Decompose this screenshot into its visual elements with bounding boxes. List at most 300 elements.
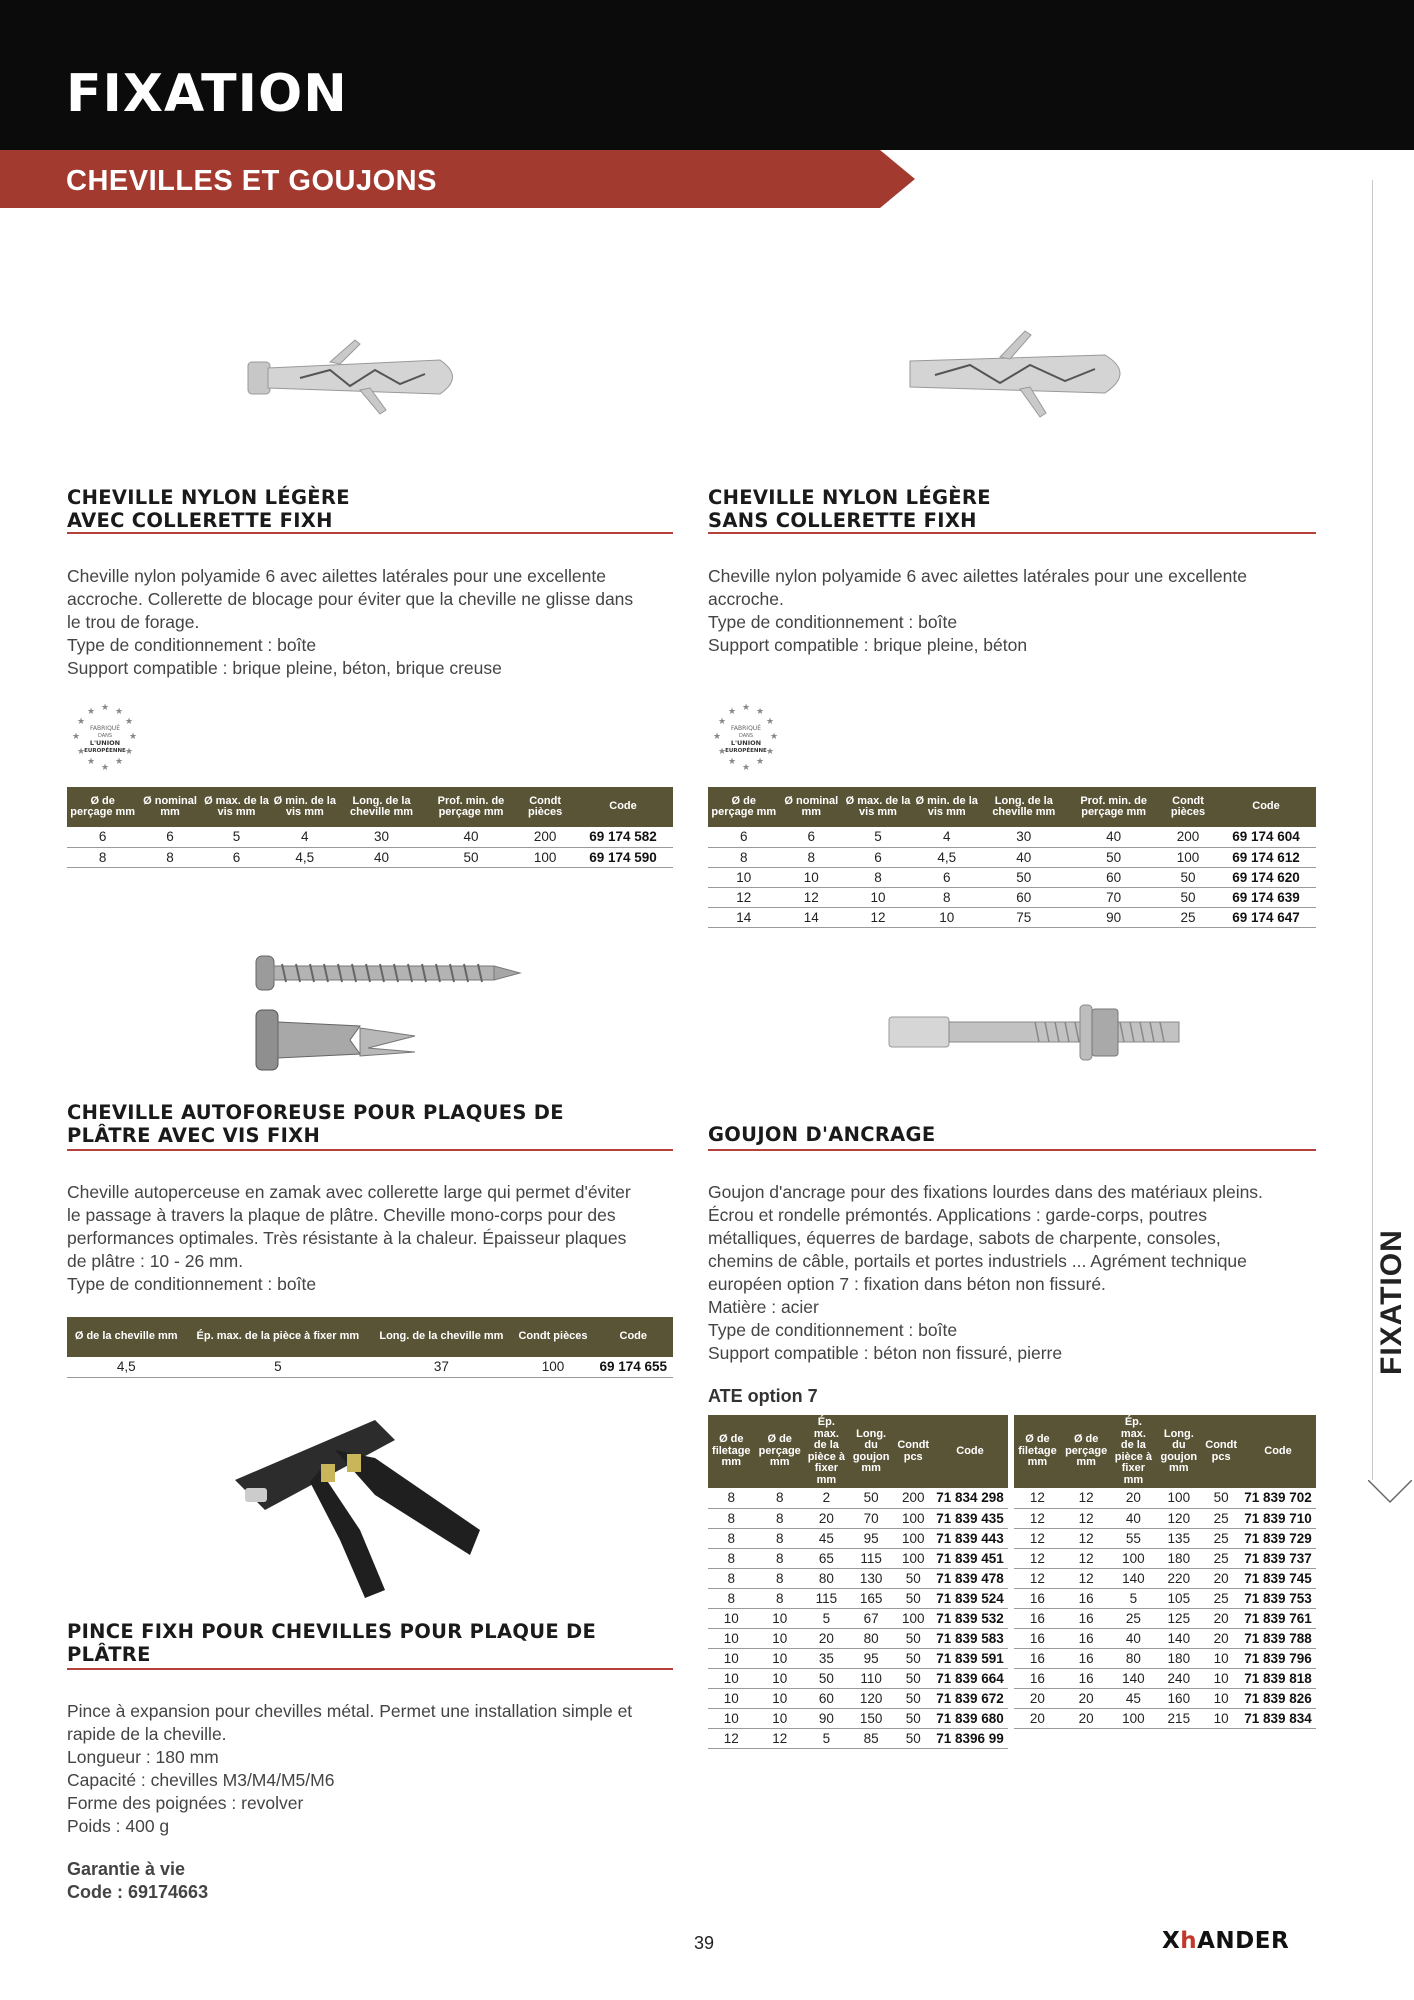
product-title-cheville-autoforeuse bbox=[67, 1101, 564, 1147]
col-header: Ø de perçage mm bbox=[67, 787, 138, 827]
cell: 40 bbox=[1111, 1628, 1155, 1648]
svg-text:★: ★ bbox=[766, 747, 775, 757]
table-row bbox=[67, 847, 673, 867]
cell: 8 bbox=[708, 1508, 755, 1528]
svg-text:★: ★ bbox=[713, 732, 722, 742]
cell: 115 bbox=[805, 1588, 848, 1608]
spec-table-p2 bbox=[708, 787, 1316, 928]
table-row bbox=[708, 1548, 1008, 1568]
cell-code: 69 174 639 bbox=[1216, 887, 1316, 907]
cell: 8 bbox=[708, 847, 780, 867]
cell: 12 bbox=[708, 887, 780, 907]
svg-text:★: ★ bbox=[728, 707, 737, 717]
desc-line: accroche. bbox=[708, 589, 784, 609]
cell: 50 bbox=[894, 1648, 932, 1668]
product-title-cheville-sans-collerette bbox=[708, 486, 991, 532]
cell: 12 bbox=[1014, 1528, 1061, 1548]
page-number: 39 bbox=[694, 1933, 715, 1953]
cell: 16 bbox=[1014, 1648, 1061, 1668]
cell: 10 bbox=[913, 907, 980, 927]
svg-text:EUROPÉENNE: EUROPÉENNE bbox=[725, 748, 767, 754]
cell: 135 bbox=[1155, 1528, 1202, 1548]
cell: 8 bbox=[708, 1528, 755, 1548]
desc-line: Cheville nylon polyamide 6 avec ailettes latérales pour une excellente bbox=[708, 566, 1247, 586]
cell: 200 bbox=[1160, 827, 1216, 847]
cell-code: 71 839 761 bbox=[1240, 1608, 1316, 1628]
cell: 70 bbox=[848, 1508, 895, 1528]
self-drilling-anchor-image bbox=[250, 950, 530, 1085]
cell-code: 71 839 788 bbox=[1240, 1628, 1316, 1648]
cell: 8 bbox=[780, 847, 843, 867]
cell: 215 bbox=[1155, 1708, 1202, 1728]
table-row bbox=[708, 1708, 1008, 1728]
cell-code: 71 839 818 bbox=[1240, 1668, 1316, 1688]
cell: 10 bbox=[708, 1648, 755, 1668]
svg-text:★: ★ bbox=[87, 757, 96, 767]
cell: 180 bbox=[1155, 1648, 1202, 1668]
cell: 12 bbox=[780, 887, 843, 907]
product-description bbox=[67, 1700, 677, 1838]
cell: 10 bbox=[1202, 1708, 1240, 1728]
cell: 50 bbox=[980, 867, 1067, 887]
anchor-bolt-image bbox=[885, 995, 1185, 1070]
cell: 25 bbox=[1111, 1608, 1155, 1628]
table-row bbox=[1014, 1508, 1316, 1528]
cell: 140 bbox=[1111, 1568, 1155, 1588]
table-row bbox=[1014, 1528, 1316, 1548]
cell: 10 bbox=[755, 1648, 805, 1668]
cell: 110 bbox=[848, 1668, 895, 1688]
title-rule bbox=[67, 1149, 673, 1151]
col-header: Long. du goujon mm bbox=[848, 1415, 895, 1488]
title-line: PLÂTRE AVEC VIS FIXH bbox=[67, 1124, 321, 1147]
col-header: Prof. min. de perçage mm bbox=[1067, 787, 1160, 827]
table-row bbox=[1014, 1488, 1316, 1508]
desc-line: Goujon d'ancrage pour des fixations lourdes dans des matériaux pleins. bbox=[708, 1182, 1263, 1202]
nylon-plug-collar-image bbox=[240, 330, 480, 425]
cell-code: 71 839 753 bbox=[1240, 1588, 1316, 1608]
cell-code: 71 839 826 bbox=[1240, 1688, 1316, 1708]
desc-line: Support compatible : béton non fissuré, pierre bbox=[708, 1343, 1063, 1363]
table-row bbox=[708, 1588, 1008, 1608]
spec-table-p4-right bbox=[1014, 1415, 1316, 1729]
cell-code: 71 839 729 bbox=[1240, 1528, 1316, 1548]
cell: 10 bbox=[780, 867, 843, 887]
table-row bbox=[1014, 1568, 1316, 1588]
table-row bbox=[708, 907, 1316, 927]
title-line: PINCE FIXH POUR CHEVILLES POUR PLAQUE DE bbox=[67, 1620, 597, 1643]
table-row bbox=[1014, 1708, 1316, 1728]
col-header: Ø min. de la vis mm bbox=[271, 787, 338, 827]
col-header: Condt pièces bbox=[1160, 787, 1216, 827]
nylon-plug-image bbox=[890, 325, 1150, 425]
svg-text:★: ★ bbox=[115, 707, 124, 717]
desc-line: Support compatible : brique pleine, béton, brique creuse bbox=[67, 658, 502, 678]
table-row bbox=[708, 1488, 1008, 1508]
table-row bbox=[708, 1688, 1008, 1708]
cell-code: 71 839 443 bbox=[932, 1528, 1008, 1548]
col-header: Ø de perçage mm bbox=[755, 1415, 805, 1488]
cell: 70 bbox=[1067, 887, 1160, 907]
svg-text:★: ★ bbox=[718, 717, 727, 727]
cell: 10 bbox=[1202, 1648, 1240, 1668]
cell: 37 bbox=[370, 1357, 512, 1377]
cell: 8 bbox=[755, 1568, 805, 1588]
expansion-pliers-image bbox=[225, 1410, 490, 1605]
table-row bbox=[67, 827, 673, 847]
cell: 160 bbox=[1155, 1688, 1202, 1708]
cell-code: 71 839 591 bbox=[932, 1648, 1008, 1668]
cell: 80 bbox=[805, 1568, 848, 1588]
cell: 100 bbox=[1160, 847, 1216, 867]
cell: 25 bbox=[1202, 1588, 1240, 1608]
col-header: Ø de perçage mm bbox=[708, 787, 780, 827]
cell: 60 bbox=[805, 1688, 848, 1708]
brand-logo bbox=[1162, 1928, 1289, 1954]
col-header: Long. de la cheville mm bbox=[370, 1317, 512, 1357]
product-title-pince-fixh bbox=[67, 1620, 596, 1666]
cell: 100 bbox=[1111, 1708, 1155, 1728]
cell: 240 bbox=[1155, 1668, 1202, 1688]
cell: 10 bbox=[1202, 1688, 1240, 1708]
cell: 14 bbox=[708, 907, 780, 927]
cell: 100 bbox=[894, 1548, 932, 1568]
cell: 180 bbox=[1155, 1548, 1202, 1568]
cell-code: 69 174 604 bbox=[1216, 827, 1316, 847]
desc-line: Support compatible : brique pleine, béton bbox=[708, 635, 1028, 655]
cell: 12 bbox=[1014, 1488, 1061, 1508]
desc-line: Poids : 400 g bbox=[67, 1816, 170, 1836]
cell: 8 bbox=[708, 1488, 755, 1508]
cell: 5 bbox=[843, 827, 913, 847]
cell: 4,5 bbox=[67, 1357, 185, 1377]
cell: 115 bbox=[848, 1548, 895, 1568]
cell: 6 bbox=[913, 867, 980, 887]
cell: 12 bbox=[1014, 1568, 1061, 1588]
cell: 20 bbox=[1111, 1488, 1155, 1508]
desc-line: accroche. Collerette de blocage pour éviter que la cheville ne glisse dans bbox=[67, 589, 634, 609]
cell: 55 bbox=[1111, 1528, 1155, 1548]
product-description bbox=[67, 1181, 677, 1296]
cell: 10 bbox=[1202, 1668, 1240, 1688]
cell: 60 bbox=[1067, 867, 1160, 887]
cell: 4,5 bbox=[913, 847, 980, 867]
cell: 16 bbox=[1061, 1648, 1112, 1668]
brand-suffix: ANDER bbox=[1197, 1928, 1290, 1954]
cell: 4 bbox=[271, 827, 338, 847]
cell: 50 bbox=[1160, 887, 1216, 907]
svg-text:★: ★ bbox=[77, 747, 86, 757]
brand-accent: h bbox=[1180, 1928, 1198, 1954]
table-row bbox=[708, 1628, 1008, 1648]
cell: 50 bbox=[894, 1688, 932, 1708]
cell: 5 bbox=[805, 1608, 848, 1628]
svg-text:★: ★ bbox=[101, 703, 110, 713]
cell: 140 bbox=[1155, 1628, 1202, 1648]
cell: 50 bbox=[894, 1628, 932, 1648]
cell: 100 bbox=[512, 1357, 593, 1377]
col-header: Long. du goujon mm bbox=[1155, 1415, 1202, 1488]
cell: 8 bbox=[755, 1548, 805, 1568]
cell: 10 bbox=[755, 1628, 805, 1648]
cell: 50 bbox=[805, 1668, 848, 1688]
cell-code: 71 8396 99 bbox=[932, 1728, 1008, 1748]
desc-line: Type de conditionnement : boîte bbox=[67, 635, 317, 655]
cell: 8 bbox=[755, 1488, 805, 1508]
cell: 12 bbox=[1014, 1508, 1061, 1528]
table-row bbox=[708, 887, 1316, 907]
cell: 6 bbox=[138, 827, 201, 847]
title-rule bbox=[708, 532, 1316, 534]
col-header: Ø de filetage mm bbox=[708, 1415, 755, 1488]
table-row bbox=[708, 867, 1316, 887]
cell: 100 bbox=[1111, 1548, 1155, 1568]
cell-code: 71 839 745 bbox=[1240, 1568, 1316, 1588]
desc-line: le passage à travers la plaque de plâtre. Cheville mono-corps pour des bbox=[67, 1205, 616, 1225]
spec-table-p3 bbox=[67, 1317, 673, 1378]
cell: 40 bbox=[425, 827, 518, 847]
cell: 10 bbox=[755, 1688, 805, 1708]
cell: 50 bbox=[1202, 1488, 1240, 1508]
cell: 200 bbox=[517, 827, 573, 847]
cell: 65 bbox=[805, 1548, 848, 1568]
cell: 5 bbox=[202, 827, 272, 847]
cell: 50 bbox=[848, 1488, 895, 1508]
cell: 40 bbox=[1111, 1508, 1155, 1528]
cell: 8 bbox=[708, 1588, 755, 1608]
cell: 5 bbox=[1111, 1588, 1155, 1608]
cell: 140 bbox=[1111, 1668, 1155, 1688]
cell: 12 bbox=[1014, 1548, 1061, 1568]
svg-text:★: ★ bbox=[87, 707, 96, 717]
svg-text:★: ★ bbox=[125, 717, 134, 727]
cell-code: 71 839 834 bbox=[1240, 1708, 1316, 1728]
cell: 16 bbox=[1061, 1668, 1112, 1688]
cell: 60 bbox=[980, 887, 1067, 907]
col-header: Code bbox=[573, 787, 673, 827]
cell: 12 bbox=[1061, 1488, 1112, 1508]
cell-code: 69 174 647 bbox=[1216, 907, 1316, 927]
cell-code: 69 174 590 bbox=[573, 847, 673, 867]
cell: 6 bbox=[202, 847, 272, 867]
cell: 20 bbox=[1014, 1688, 1061, 1708]
table-row bbox=[708, 1648, 1008, 1668]
svg-text:★: ★ bbox=[770, 732, 779, 742]
cell: 10 bbox=[755, 1708, 805, 1728]
cell: 30 bbox=[338, 827, 424, 847]
svg-text:★: ★ bbox=[101, 763, 110, 773]
product-title-cheville-avec-collerette bbox=[67, 486, 350, 532]
table-row bbox=[1014, 1628, 1316, 1648]
cell: 25 bbox=[1202, 1548, 1240, 1568]
cell: 14 bbox=[780, 907, 843, 927]
desc-line: Type de conditionnement : boîte bbox=[708, 612, 958, 632]
ate-option-label: ATE option 7 bbox=[708, 1386, 818, 1406]
cell: 35 bbox=[805, 1648, 848, 1668]
cell: 120 bbox=[1155, 1508, 1202, 1528]
cell: 8 bbox=[755, 1508, 805, 1528]
cell: 6 bbox=[708, 827, 780, 847]
cell-code: 71 839 672 bbox=[932, 1688, 1008, 1708]
title-line: CHEVILLE AUTOFOREUSE POUR PLAQUES DE bbox=[67, 1101, 564, 1124]
product-description bbox=[708, 565, 1318, 657]
cell: 150 bbox=[848, 1708, 895, 1728]
cell: 40 bbox=[1067, 827, 1160, 847]
col-header: Ø de filetage mm bbox=[1014, 1415, 1061, 1488]
col-header: Prof. min. de perçage mm bbox=[425, 787, 518, 827]
cell: 20 bbox=[1061, 1708, 1112, 1728]
cell: 10 bbox=[708, 867, 780, 887]
col-header: Ø max. de la vis mm bbox=[843, 787, 913, 827]
col-header: Condt pièces bbox=[517, 787, 573, 827]
svg-text:FABRIQUÉ: FABRIQUÉ bbox=[90, 725, 120, 732]
cell: 100 bbox=[894, 1528, 932, 1548]
desc-line: Forme des poignées : revolver bbox=[67, 1793, 304, 1813]
col-header: Condt pcs bbox=[1202, 1415, 1240, 1488]
brand-prefix: X bbox=[1162, 1928, 1181, 1954]
table-row bbox=[708, 1528, 1008, 1548]
cell: 16 bbox=[1061, 1628, 1112, 1648]
title-line: SANS COLLERETTE FIXH bbox=[708, 509, 977, 532]
svg-text:★: ★ bbox=[718, 747, 727, 757]
desc-line: le trou de forage. bbox=[67, 612, 200, 632]
cell: 25 bbox=[1202, 1508, 1240, 1528]
cell: 90 bbox=[1067, 907, 1160, 927]
cell: 75 bbox=[980, 907, 1067, 927]
cell: 10 bbox=[708, 1608, 755, 1628]
cell: 16 bbox=[1014, 1668, 1061, 1688]
cell-code: 69 174 620 bbox=[1216, 867, 1316, 887]
table-row bbox=[708, 827, 1316, 847]
table-row bbox=[708, 1608, 1008, 1628]
title-line: AVEC COLLERETTE FIXH bbox=[67, 509, 333, 532]
cell: 50 bbox=[894, 1708, 932, 1728]
product-description bbox=[67, 565, 677, 680]
cell: 100 bbox=[1155, 1488, 1202, 1508]
cell: 8 bbox=[755, 1588, 805, 1608]
cell: 105 bbox=[1155, 1588, 1202, 1608]
cell: 10 bbox=[708, 1628, 755, 1648]
cell: 50 bbox=[894, 1668, 932, 1688]
cell: 12 bbox=[1061, 1548, 1112, 1568]
cell: 50 bbox=[425, 847, 518, 867]
svg-text:★: ★ bbox=[129, 732, 138, 742]
cell-code: 71 839 478 bbox=[932, 1568, 1008, 1588]
svg-text:L'UNION: L'UNION bbox=[89, 739, 121, 747]
col-header: Ép. max. de la pièce à fixer mm bbox=[1111, 1415, 1155, 1488]
svg-text:★: ★ bbox=[742, 763, 751, 773]
cell: 45 bbox=[805, 1528, 848, 1548]
cell: 8 bbox=[708, 1568, 755, 1588]
cell: 20 bbox=[1202, 1568, 1240, 1588]
cell-code: 71 839 796 bbox=[1240, 1648, 1316, 1668]
product-code: Code : 69174663 bbox=[67, 1882, 209, 1902]
table-row bbox=[708, 1668, 1008, 1688]
eu-made-badge bbox=[708, 700, 784, 776]
cell: 20 bbox=[1202, 1608, 1240, 1628]
title-line: PLÂTRE bbox=[67, 1643, 151, 1666]
cell: 5 bbox=[805, 1728, 848, 1748]
desc-line: européen option 7 : fixation dans béton non fissuré. bbox=[708, 1274, 1106, 1294]
cell: 12 bbox=[1061, 1568, 1112, 1588]
table-row bbox=[1014, 1648, 1316, 1668]
cell: 50 bbox=[894, 1728, 932, 1748]
desc-line: Matière : acier bbox=[708, 1297, 819, 1317]
cell-code: 71 839 710 bbox=[1240, 1508, 1316, 1528]
title-line: CHEVILLE NYLON LÉGÈRE bbox=[708, 486, 991, 509]
table-row bbox=[1014, 1688, 1316, 1708]
svg-text:★: ★ bbox=[766, 717, 775, 727]
cell: 20 bbox=[1202, 1628, 1240, 1648]
table-row bbox=[1014, 1548, 1316, 1568]
desc-line: métalliques, équerres de bardage, sabots de charpente, consoles, bbox=[708, 1228, 1221, 1248]
cell: 130 bbox=[848, 1568, 895, 1588]
cell: 20 bbox=[1061, 1688, 1112, 1708]
svg-text:★: ★ bbox=[756, 757, 765, 767]
svg-text:★: ★ bbox=[125, 747, 134, 757]
col-header: Ø de la cheville mm bbox=[67, 1317, 185, 1357]
table-row bbox=[708, 847, 1316, 867]
col-header: Ép. max. de la pièce à fixer mm bbox=[805, 1415, 848, 1488]
cell: 95 bbox=[848, 1528, 895, 1548]
cell: 12 bbox=[1061, 1528, 1112, 1548]
side-divider bbox=[1372, 180, 1373, 1480]
desc-line: performances optimales. Très résistante à la chaleur. Épaisseur plaques bbox=[67, 1228, 627, 1248]
desc-line: Cheville nylon polyamide 6 avec ailettes latérales pour une excellente bbox=[67, 566, 606, 586]
cell-code: 71 839 435 bbox=[932, 1508, 1008, 1528]
table-row bbox=[708, 1728, 1008, 1748]
cell-code: 71 839 680 bbox=[932, 1708, 1008, 1728]
desc-line: Pince à expansion pour chevilles métal. Permet une installation simple et bbox=[67, 1701, 633, 1721]
cell: 6 bbox=[780, 827, 843, 847]
cell: 16 bbox=[1061, 1608, 1112, 1628]
col-header: Ø de perçage mm bbox=[1061, 1415, 1112, 1488]
svg-text:★: ★ bbox=[72, 732, 81, 742]
desc-line: Cheville autoperceuse en zamak avec collerette large qui permet d'éviter bbox=[67, 1182, 631, 1202]
cell-code: 69 174 655 bbox=[594, 1357, 673, 1377]
cell: 16 bbox=[1061, 1588, 1112, 1608]
desc-line: Longueur : 180 mm bbox=[67, 1747, 219, 1767]
cell: 12 bbox=[843, 907, 913, 927]
svg-text:L'UNION: L'UNION bbox=[730, 739, 762, 747]
cell: 8 bbox=[708, 1548, 755, 1568]
cell: 30 bbox=[980, 827, 1067, 847]
cell: 10 bbox=[708, 1708, 755, 1728]
cell-code: 69 174 612 bbox=[1216, 847, 1316, 867]
cell: 80 bbox=[848, 1628, 895, 1648]
cell: 10 bbox=[708, 1668, 755, 1688]
cell: 100 bbox=[517, 847, 573, 867]
cell: 125 bbox=[1155, 1608, 1202, 1628]
cell: 12 bbox=[1061, 1508, 1112, 1528]
desc-line: Type de conditionnement : boîte bbox=[67, 1274, 317, 1294]
cell: 8 bbox=[843, 867, 913, 887]
cell: 40 bbox=[980, 847, 1067, 867]
cell: 10 bbox=[755, 1608, 805, 1628]
cell-code: 71 839 664 bbox=[932, 1668, 1008, 1688]
col-header: Condt pièces bbox=[512, 1317, 593, 1357]
svg-text:DANS: DANS bbox=[97, 733, 113, 739]
cell: 67 bbox=[848, 1608, 895, 1628]
cell: 200 bbox=[894, 1488, 932, 1508]
title-line: CHEVILLE NYLON LÉGÈRE bbox=[67, 486, 350, 509]
col-header: Ø min. de la vis mm bbox=[913, 787, 980, 827]
col-header: Ép. max. de la pièce à fixer mm bbox=[185, 1317, 370, 1357]
title-rule bbox=[67, 1668, 673, 1670]
cell: 90 bbox=[805, 1708, 848, 1728]
cell: 8 bbox=[913, 887, 980, 907]
side-tab-label: FIXATION bbox=[1375, 1245, 1414, 1375]
